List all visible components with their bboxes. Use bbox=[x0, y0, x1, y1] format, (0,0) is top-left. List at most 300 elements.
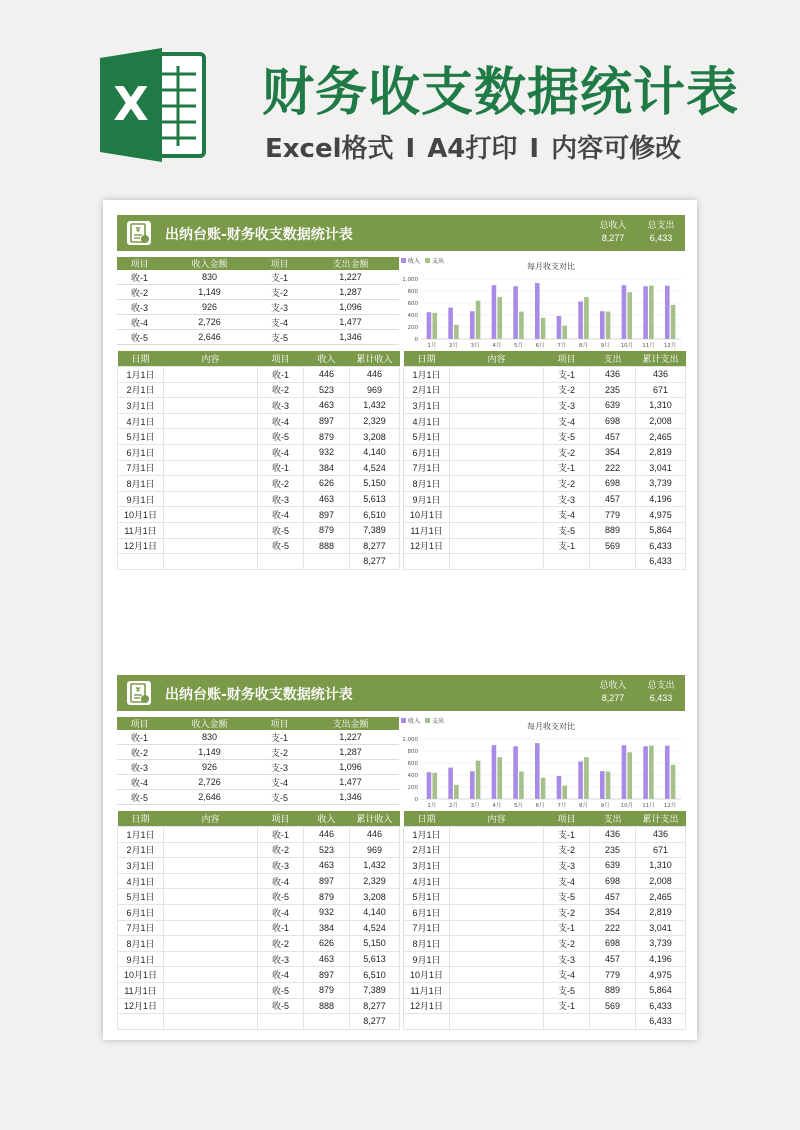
income-cell[interactable] bbox=[164, 998, 258, 1014]
income-cell[interactable]: 6月1日 bbox=[118, 444, 164, 460]
expense-cell[interactable]: 支-1 bbox=[544, 920, 590, 936]
income-cell[interactable]: 7月1日 bbox=[118, 920, 164, 936]
expense-cell[interactable] bbox=[450, 827, 544, 843]
income-cell[interactable]: 2,329 bbox=[350, 873, 400, 889]
expense-cell[interactable]: 3,041 bbox=[636, 920, 686, 936]
summary-cell[interactable]: 1,149 bbox=[162, 285, 257, 300]
income-cell[interactable]: 4月1日 bbox=[118, 873, 164, 889]
expense-cell[interactable]: 支-3 bbox=[544, 491, 590, 507]
expense-cell[interactable] bbox=[450, 554, 544, 570]
income-cell[interactable]: 463 bbox=[304, 398, 350, 414]
income-cell[interactable]: 收-3 bbox=[258, 398, 304, 414]
expense-cell[interactable] bbox=[450, 413, 544, 429]
income-cell[interactable]: 888 bbox=[304, 998, 350, 1014]
expense-cell[interactable]: 4,975 bbox=[636, 967, 686, 983]
income-cell[interactable]: 969 bbox=[350, 382, 400, 398]
income-cell[interactable] bbox=[118, 554, 164, 570]
summary-cell[interactable]: 收-5 bbox=[117, 790, 162, 805]
expense-cell[interactable]: 436 bbox=[590, 827, 636, 843]
expense-cell[interactable]: 5,864 bbox=[636, 982, 686, 998]
expense-cell[interactable] bbox=[450, 491, 544, 507]
income-cell[interactable]: 11月1日 bbox=[118, 982, 164, 998]
expense-cell[interactable]: 889 bbox=[590, 982, 636, 998]
income-cell[interactable]: 12月1日 bbox=[118, 538, 164, 554]
expense-cell[interactable] bbox=[404, 554, 450, 570]
summary-cell[interactable]: 支-3 bbox=[257, 300, 302, 315]
expense-cell[interactable]: 457 bbox=[590, 429, 636, 445]
expense-cell[interactable] bbox=[590, 1014, 636, 1030]
income-cell[interactable]: 1,432 bbox=[350, 858, 400, 874]
expense-cell[interactable]: 889 bbox=[590, 522, 636, 538]
expense-cell[interactable]: 436 bbox=[636, 827, 686, 843]
expense-cell[interactable]: 3,739 bbox=[636, 936, 686, 952]
income-cell[interactable]: 446 bbox=[350, 827, 400, 843]
income-cell[interactable]: 收-1 bbox=[258, 920, 304, 936]
income-cell[interactable] bbox=[164, 522, 258, 538]
income-cell[interactable] bbox=[164, 1014, 258, 1030]
income-cell[interactable]: 897 bbox=[304, 873, 350, 889]
expense-cell[interactable]: 支-1 bbox=[544, 827, 590, 843]
expense-cell[interactable] bbox=[450, 998, 544, 1014]
expense-cell[interactable]: 8月1日 bbox=[404, 936, 450, 952]
summary-cell[interactable]: 1,096 bbox=[302, 760, 399, 775]
expense-cell[interactable]: 779 bbox=[590, 967, 636, 983]
expense-cell[interactable] bbox=[450, 507, 544, 523]
expense-cell[interactable]: 569 bbox=[590, 538, 636, 554]
expense-cell[interactable]: 支-4 bbox=[544, 507, 590, 523]
expense-cell[interactable]: 779 bbox=[590, 507, 636, 523]
income-cell[interactable]: 4,524 bbox=[350, 460, 400, 476]
expense-cell[interactable]: 1,310 bbox=[636, 398, 686, 414]
income-cell[interactable]: 1月1日 bbox=[118, 367, 164, 383]
expense-cell[interactable]: 3月1日 bbox=[404, 398, 450, 414]
income-cell[interactable]: 446 bbox=[304, 827, 350, 843]
expense-cell[interactable] bbox=[450, 904, 544, 920]
summary-cell[interactable]: 收-4 bbox=[117, 315, 162, 330]
expense-cell[interactable]: 222 bbox=[590, 920, 636, 936]
income-cell[interactable] bbox=[118, 1014, 164, 1030]
income-cell[interactable]: 收-5 bbox=[258, 429, 304, 445]
summary-cell[interactable]: 支-5 bbox=[257, 790, 302, 805]
income-cell[interactable] bbox=[164, 491, 258, 507]
summary-cell[interactable]: 支-4 bbox=[257, 315, 302, 330]
summary-cell[interactable]: 1,149 bbox=[162, 745, 257, 760]
income-cell[interactable]: 523 bbox=[304, 842, 350, 858]
income-cell[interactable] bbox=[304, 554, 350, 570]
expense-cell[interactable]: 4月1日 bbox=[404, 413, 450, 429]
income-cell[interactable]: 5月1日 bbox=[118, 429, 164, 445]
summary-cell[interactable]: 1,287 bbox=[302, 745, 399, 760]
income-cell[interactable]: 4,524 bbox=[350, 920, 400, 936]
summary-cell[interactable]: 支-1 bbox=[257, 730, 302, 745]
expense-cell[interactable]: 支-2 bbox=[544, 842, 590, 858]
expense-cell[interactable] bbox=[450, 460, 544, 476]
income-cell[interactable]: 9月1日 bbox=[118, 491, 164, 507]
summary-cell[interactable]: 1,287 bbox=[302, 285, 399, 300]
expense-cell[interactable]: 10月1日 bbox=[404, 507, 450, 523]
expense-cell[interactable] bbox=[450, 967, 544, 983]
income-cell[interactable]: 446 bbox=[304, 367, 350, 383]
expense-cell[interactable] bbox=[450, 920, 544, 936]
expense-cell[interactable]: 457 bbox=[590, 951, 636, 967]
income-cell[interactable]: 7月1日 bbox=[118, 460, 164, 476]
summary-cell[interactable]: 2,726 bbox=[162, 315, 257, 330]
income-cell[interactable]: 626 bbox=[304, 936, 350, 952]
expense-cell[interactable]: 9月1日 bbox=[404, 951, 450, 967]
income-cell[interactable] bbox=[258, 1014, 304, 1030]
expense-cell[interactable]: 1月1日 bbox=[404, 827, 450, 843]
expense-cell[interactable]: 6月1日 bbox=[404, 444, 450, 460]
income-cell[interactable]: 7,389 bbox=[350, 982, 400, 998]
income-cell[interactable]: 969 bbox=[350, 842, 400, 858]
expense-cell[interactable] bbox=[450, 444, 544, 460]
income-cell[interactable] bbox=[164, 382, 258, 398]
expense-cell[interactable]: 2,008 bbox=[636, 873, 686, 889]
expense-cell[interactable]: 7月1日 bbox=[404, 920, 450, 936]
expense-cell[interactable]: 10月1日 bbox=[404, 967, 450, 983]
expense-cell[interactable]: 5,864 bbox=[636, 522, 686, 538]
income-cell[interactable]: 879 bbox=[304, 522, 350, 538]
income-cell[interactable]: 384 bbox=[304, 920, 350, 936]
income-cell[interactable] bbox=[258, 554, 304, 570]
income-cell[interactable] bbox=[164, 920, 258, 936]
expense-cell[interactable]: 支-4 bbox=[544, 873, 590, 889]
income-cell[interactable]: 收-4 bbox=[258, 873, 304, 889]
expense-cell[interactable] bbox=[450, 398, 544, 414]
summary-cell[interactable]: 830 bbox=[162, 730, 257, 745]
expense-cell[interactable]: 457 bbox=[590, 889, 636, 905]
income-cell[interactable]: 5,150 bbox=[350, 936, 400, 952]
expense-cell[interactable] bbox=[544, 1014, 590, 1030]
income-cell[interactable]: 收-5 bbox=[258, 998, 304, 1014]
expense-cell[interactable]: 6,433 bbox=[636, 998, 686, 1014]
expense-cell[interactable] bbox=[450, 476, 544, 492]
income-cell[interactable] bbox=[164, 538, 258, 554]
summary-cell[interactable]: 支-4 bbox=[257, 775, 302, 790]
expense-cell[interactable]: 671 bbox=[636, 382, 686, 398]
income-cell[interactable]: 收-4 bbox=[258, 413, 304, 429]
income-cell[interactable]: 收-4 bbox=[258, 507, 304, 523]
expense-cell[interactable] bbox=[450, 382, 544, 398]
income-cell[interactable]: 2月1日 bbox=[118, 842, 164, 858]
summary-cell[interactable]: 支-1 bbox=[257, 270, 302, 285]
income-cell[interactable] bbox=[164, 904, 258, 920]
expense-cell[interactable] bbox=[450, 873, 544, 889]
expense-cell[interactable]: 支-5 bbox=[544, 889, 590, 905]
income-cell[interactable]: 3,208 bbox=[350, 429, 400, 445]
income-cell[interactable]: 收-3 bbox=[258, 858, 304, 874]
income-cell[interactable]: 收-5 bbox=[258, 538, 304, 554]
income-cell[interactable]: 8,277 bbox=[350, 1014, 400, 1030]
income-cell[interactable]: 5,150 bbox=[350, 476, 400, 492]
income-cell[interactable]: 10月1日 bbox=[118, 967, 164, 983]
income-cell[interactable]: 523 bbox=[304, 382, 350, 398]
expense-cell[interactable]: 354 bbox=[590, 904, 636, 920]
income-cell[interactable]: 6月1日 bbox=[118, 904, 164, 920]
income-cell[interactable]: 收-5 bbox=[258, 982, 304, 998]
income-cell[interactable]: 收-4 bbox=[258, 967, 304, 983]
expense-cell[interactable]: 11月1日 bbox=[404, 522, 450, 538]
expense-cell[interactable]: 5月1日 bbox=[404, 889, 450, 905]
expense-cell[interactable]: 457 bbox=[590, 491, 636, 507]
income-cell[interactable]: 2,329 bbox=[350, 413, 400, 429]
income-cell[interactable] bbox=[164, 827, 258, 843]
income-cell[interactable]: 879 bbox=[304, 889, 350, 905]
income-cell[interactable] bbox=[164, 842, 258, 858]
income-cell[interactable]: 463 bbox=[304, 858, 350, 874]
summary-cell[interactable]: 2,646 bbox=[162, 330, 257, 345]
expense-cell[interactable]: 2,465 bbox=[636, 429, 686, 445]
expense-cell[interactable]: 671 bbox=[636, 842, 686, 858]
income-cell[interactable] bbox=[164, 367, 258, 383]
expense-cell[interactable]: 9月1日 bbox=[404, 491, 450, 507]
expense-cell[interactable]: 支-2 bbox=[544, 476, 590, 492]
income-cell[interactable]: 1月1日 bbox=[118, 827, 164, 843]
expense-cell[interactable] bbox=[450, 936, 544, 952]
income-cell[interactable]: 897 bbox=[304, 413, 350, 429]
expense-cell[interactable]: 4月1日 bbox=[404, 873, 450, 889]
summary-cell[interactable]: 2,726 bbox=[162, 775, 257, 790]
income-cell[interactable]: 10月1日 bbox=[118, 507, 164, 523]
income-cell[interactable]: 收-4 bbox=[258, 904, 304, 920]
expense-cell[interactable]: 支-3 bbox=[544, 951, 590, 967]
expense-cell[interactable]: 6,433 bbox=[636, 1014, 686, 1030]
income-cell[interactable]: 8,277 bbox=[350, 554, 400, 570]
summary-cell[interactable]: 收-1 bbox=[117, 730, 162, 745]
expense-cell[interactable]: 354 bbox=[590, 444, 636, 460]
income-cell[interactable]: 463 bbox=[304, 951, 350, 967]
summary-cell[interactable]: 1,227 bbox=[302, 270, 399, 285]
summary-cell[interactable]: 支-2 bbox=[257, 745, 302, 760]
summary-cell[interactable]: 收-3 bbox=[117, 300, 162, 315]
income-cell[interactable]: 11月1日 bbox=[118, 522, 164, 538]
income-cell[interactable]: 2月1日 bbox=[118, 382, 164, 398]
expense-cell[interactable]: 5月1日 bbox=[404, 429, 450, 445]
income-cell[interactable]: 897 bbox=[304, 507, 350, 523]
income-cell[interactable]: 8,277 bbox=[350, 998, 400, 1014]
income-cell[interactable]: 384 bbox=[304, 460, 350, 476]
income-cell[interactable]: 879 bbox=[304, 429, 350, 445]
expense-cell[interactable] bbox=[450, 1014, 544, 1030]
summary-cell[interactable]: 收-3 bbox=[117, 760, 162, 775]
income-cell[interactable]: 932 bbox=[304, 444, 350, 460]
income-cell[interactable]: 5,613 bbox=[350, 491, 400, 507]
income-cell[interactable]: 4,140 bbox=[350, 444, 400, 460]
expense-cell[interactable]: 639 bbox=[590, 398, 636, 414]
expense-cell[interactable]: 235 bbox=[590, 842, 636, 858]
income-cell[interactable]: 879 bbox=[304, 982, 350, 998]
summary-cell[interactable]: 支-3 bbox=[257, 760, 302, 775]
expense-cell[interactable]: 3,041 bbox=[636, 460, 686, 476]
expense-cell[interactable]: 6,433 bbox=[636, 554, 686, 570]
expense-cell[interactable]: 支-4 bbox=[544, 413, 590, 429]
summary-cell[interactable]: 收-2 bbox=[117, 745, 162, 760]
income-cell[interactable]: 收-4 bbox=[258, 444, 304, 460]
expense-cell[interactable]: 支-5 bbox=[544, 982, 590, 998]
expense-cell[interactable] bbox=[450, 429, 544, 445]
income-cell[interactable] bbox=[164, 444, 258, 460]
income-cell[interactable]: 5,613 bbox=[350, 951, 400, 967]
expense-cell[interactable]: 2月1日 bbox=[404, 842, 450, 858]
income-cell[interactable]: 收-2 bbox=[258, 382, 304, 398]
summary-cell[interactable]: 830 bbox=[162, 270, 257, 285]
expense-cell[interactable]: 6,433 bbox=[636, 538, 686, 554]
expense-cell[interactable] bbox=[450, 889, 544, 905]
expense-cell[interactable]: 2,008 bbox=[636, 413, 686, 429]
expense-cell[interactable] bbox=[450, 858, 544, 874]
income-cell[interactable]: 6,510 bbox=[350, 967, 400, 983]
income-cell[interactable]: 8月1日 bbox=[118, 476, 164, 492]
income-cell[interactable]: 收-2 bbox=[258, 842, 304, 858]
income-cell[interactable]: 7,389 bbox=[350, 522, 400, 538]
summary-cell[interactable]: 2,646 bbox=[162, 790, 257, 805]
income-cell[interactable]: 5月1日 bbox=[118, 889, 164, 905]
expense-cell[interactable]: 7月1日 bbox=[404, 460, 450, 476]
expense-cell[interactable]: 支-5 bbox=[544, 522, 590, 538]
income-cell[interactable] bbox=[164, 967, 258, 983]
income-cell[interactable]: 9月1日 bbox=[118, 951, 164, 967]
expense-cell[interactable] bbox=[450, 367, 544, 383]
expense-cell[interactable]: 2月1日 bbox=[404, 382, 450, 398]
expense-cell[interactable]: 1月1日 bbox=[404, 367, 450, 383]
expense-cell[interactable]: 1,310 bbox=[636, 858, 686, 874]
summary-cell[interactable]: 收-1 bbox=[117, 270, 162, 285]
summary-cell[interactable]: 收-4 bbox=[117, 775, 162, 790]
income-cell[interactable] bbox=[164, 507, 258, 523]
expense-cell[interactable]: 698 bbox=[590, 936, 636, 952]
expense-cell[interactable] bbox=[450, 842, 544, 858]
income-cell[interactable]: 收-1 bbox=[258, 367, 304, 383]
income-cell[interactable] bbox=[164, 554, 258, 570]
expense-cell[interactable] bbox=[450, 522, 544, 538]
income-cell[interactable]: 888 bbox=[304, 538, 350, 554]
income-cell[interactable]: 1,432 bbox=[350, 398, 400, 414]
expense-cell[interactable]: 4,196 bbox=[636, 951, 686, 967]
expense-cell[interactable]: 6月1日 bbox=[404, 904, 450, 920]
summary-cell[interactable]: 1,346 bbox=[302, 790, 399, 805]
income-cell[interactable] bbox=[164, 951, 258, 967]
income-cell[interactable] bbox=[164, 873, 258, 889]
expense-cell[interactable]: 698 bbox=[590, 873, 636, 889]
income-cell[interactable]: 3月1日 bbox=[118, 398, 164, 414]
expense-cell[interactable]: 235 bbox=[590, 382, 636, 398]
income-cell[interactable] bbox=[164, 889, 258, 905]
expense-cell[interactable]: 支-3 bbox=[544, 398, 590, 414]
expense-cell[interactable] bbox=[450, 538, 544, 554]
income-cell[interactable]: 收-3 bbox=[258, 951, 304, 967]
income-cell[interactable]: 932 bbox=[304, 904, 350, 920]
expense-cell[interactable]: 3月1日 bbox=[404, 858, 450, 874]
income-cell[interactable] bbox=[164, 476, 258, 492]
income-cell[interactable]: 收-3 bbox=[258, 491, 304, 507]
expense-cell[interactable]: 436 bbox=[590, 367, 636, 383]
expense-cell[interactable] bbox=[450, 982, 544, 998]
income-cell[interactable]: 12月1日 bbox=[118, 998, 164, 1014]
expense-cell[interactable]: 436 bbox=[636, 367, 686, 383]
expense-cell[interactable]: 12月1日 bbox=[404, 538, 450, 554]
income-cell[interactable] bbox=[304, 1014, 350, 1030]
expense-cell[interactable]: 222 bbox=[590, 460, 636, 476]
summary-cell[interactable]: 1,227 bbox=[302, 730, 399, 745]
expense-cell[interactable]: 支-2 bbox=[544, 904, 590, 920]
expense-cell[interactable]: 支-2 bbox=[544, 444, 590, 460]
summary-cell[interactable]: 支-5 bbox=[257, 330, 302, 345]
expense-cell[interactable]: 支-4 bbox=[544, 967, 590, 983]
income-cell[interactable]: 446 bbox=[350, 367, 400, 383]
expense-cell[interactable] bbox=[590, 554, 636, 570]
income-cell[interactable]: 3,208 bbox=[350, 889, 400, 905]
summary-cell[interactable]: 1,477 bbox=[302, 315, 399, 330]
income-cell[interactable]: 3月1日 bbox=[118, 858, 164, 874]
income-cell[interactable]: 收-5 bbox=[258, 522, 304, 538]
income-cell[interactable]: 4月1日 bbox=[118, 413, 164, 429]
income-cell[interactable] bbox=[164, 413, 258, 429]
summary-cell[interactable]: 支-2 bbox=[257, 285, 302, 300]
expense-cell[interactable] bbox=[450, 951, 544, 967]
summary-cell[interactable]: 1,346 bbox=[302, 330, 399, 345]
expense-cell[interactable]: 639 bbox=[590, 858, 636, 874]
income-cell[interactable] bbox=[164, 429, 258, 445]
expense-cell[interactable]: 2,465 bbox=[636, 889, 686, 905]
expense-cell[interactable]: 支-1 bbox=[544, 998, 590, 1014]
expense-cell[interactable] bbox=[544, 554, 590, 570]
expense-cell[interactable]: 8月1日 bbox=[404, 476, 450, 492]
summary-cell[interactable]: 收-2 bbox=[117, 285, 162, 300]
income-cell[interactable]: 897 bbox=[304, 967, 350, 983]
income-cell[interactable]: 8,277 bbox=[350, 538, 400, 554]
expense-cell[interactable]: 11月1日 bbox=[404, 982, 450, 998]
expense-cell[interactable]: 4,975 bbox=[636, 507, 686, 523]
summary-cell[interactable]: 926 bbox=[162, 760, 257, 775]
expense-cell[interactable]: 支-1 bbox=[544, 538, 590, 554]
income-cell[interactable]: 4,140 bbox=[350, 904, 400, 920]
expense-cell[interactable]: 12月1日 bbox=[404, 998, 450, 1014]
income-cell[interactable] bbox=[164, 982, 258, 998]
income-cell[interactable]: 6,510 bbox=[350, 507, 400, 523]
expense-cell[interactable]: 569 bbox=[590, 998, 636, 1014]
income-cell[interactable]: 收-1 bbox=[258, 827, 304, 843]
expense-cell[interactable]: 支-5 bbox=[544, 429, 590, 445]
income-cell[interactable]: 463 bbox=[304, 491, 350, 507]
income-cell[interactable] bbox=[164, 936, 258, 952]
expense-cell[interactable]: 支-2 bbox=[544, 382, 590, 398]
income-cell[interactable]: 收-2 bbox=[258, 936, 304, 952]
summary-cell[interactable]: 1,096 bbox=[302, 300, 399, 315]
expense-cell[interactable]: 支-3 bbox=[544, 858, 590, 874]
income-cell[interactable]: 收-2 bbox=[258, 476, 304, 492]
expense-cell[interactable]: 支-1 bbox=[544, 460, 590, 476]
expense-cell[interactable]: 3,739 bbox=[636, 476, 686, 492]
income-cell[interactable]: 收-1 bbox=[258, 460, 304, 476]
summary-cell[interactable]: 收-5 bbox=[117, 330, 162, 345]
expense-cell[interactable]: 4,196 bbox=[636, 491, 686, 507]
expense-cell[interactable]: 698 bbox=[590, 476, 636, 492]
expense-cell[interactable]: 2,819 bbox=[636, 444, 686, 460]
expense-cell[interactable]: 支-1 bbox=[544, 367, 590, 383]
expense-cell[interactable]: 698 bbox=[590, 413, 636, 429]
income-cell[interactable] bbox=[164, 858, 258, 874]
summary-cell[interactable]: 926 bbox=[162, 300, 257, 315]
expense-cell[interactable]: 2,819 bbox=[636, 904, 686, 920]
summary-cell[interactable]: 1,477 bbox=[302, 775, 399, 790]
income-cell[interactable]: 8月1日 bbox=[118, 936, 164, 952]
expense-cell[interactable]: 支-2 bbox=[544, 936, 590, 952]
income-cell[interactable] bbox=[164, 460, 258, 476]
income-cell[interactable] bbox=[164, 398, 258, 414]
income-cell[interactable]: 626 bbox=[304, 476, 350, 492]
income-cell[interactable]: 收-5 bbox=[258, 889, 304, 905]
expense-cell[interactable] bbox=[404, 1014, 450, 1030]
